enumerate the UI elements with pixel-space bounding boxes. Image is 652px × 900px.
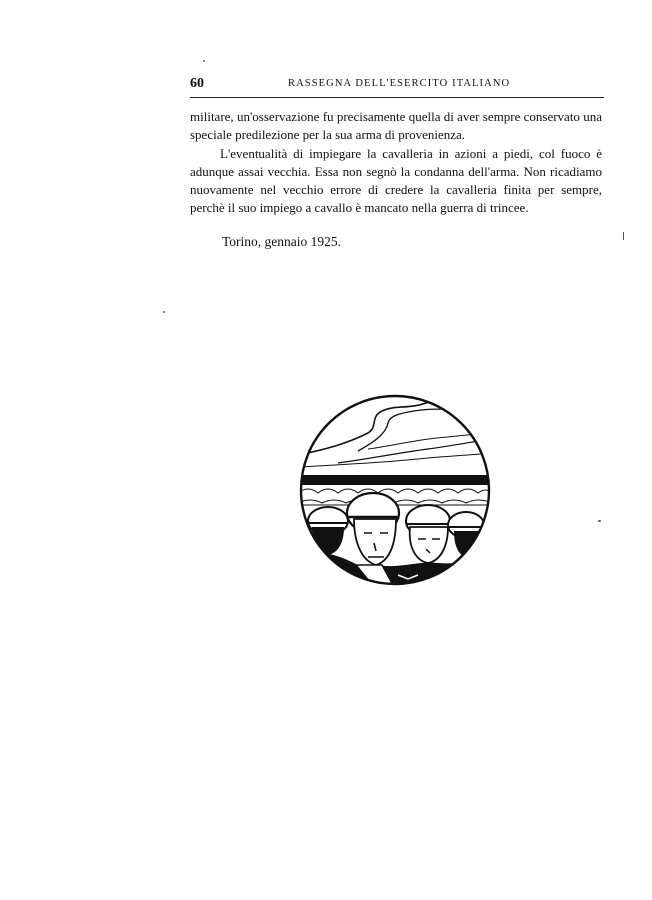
- page-number: 60: [190, 76, 204, 91]
- scan-speck: [203, 60, 205, 62]
- paragraph-1: militare, un'osservazione fu precisamente quella di aver sempre conservato una speciale predilezione per la sua arma di provenienza.: [190, 109, 602, 143]
- paragraph-2: L'eventualità di impiegare la cavalleria in azioni a piedi, col fuoco è adunque assai vecchia. Essa non segnò la condanna dell'arma. Non ricadiamo nuovamente nel vecchio errore di credere la cavalleria finita per sempre, perchè il suo impiego a cavallo è mancato nella guerra di trincee.: [190, 145, 602, 216]
- scan-speck: [598, 520, 601, 522]
- header-rule: [190, 97, 604, 98]
- journal-title: RASSEGNA DELL'ESERCITO ITALIANO: [288, 78, 511, 89]
- signoff-place-date: Torino, gennaio 1925.: [222, 234, 342, 249]
- running-head: [190, 76, 602, 96]
- scan-speck: [623, 232, 624, 240]
- soldiers-vignette-illustration: [298, 393, 492, 587]
- scan-speck: [163, 311, 165, 313]
- body-text: [190, 108, 602, 218]
